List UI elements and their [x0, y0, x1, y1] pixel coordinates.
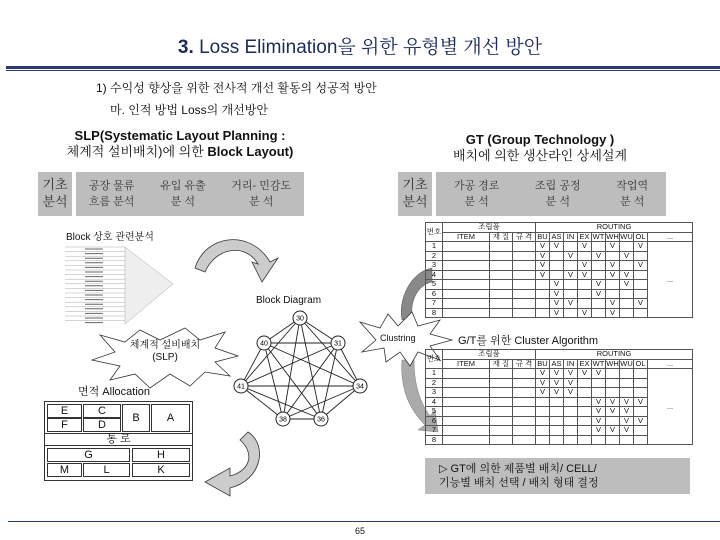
- routing-mark: V: [592, 416, 606, 426]
- col-routing-code: IN: [564, 359, 578, 369]
- routing-mark: [536, 397, 550, 407]
- routing-mark: [536, 299, 550, 309]
- routing-mark: [634, 426, 648, 436]
- routing-mark: [550, 251, 564, 261]
- routing-mark: V: [536, 369, 550, 379]
- routing-mark: [550, 407, 564, 417]
- routing-mark: [606, 280, 620, 290]
- routing-mark: [606, 289, 620, 299]
- routing-mark: [606, 435, 620, 445]
- routing-mark: [550, 416, 564, 426]
- routing-mark: [634, 308, 648, 318]
- routing-mark: [564, 407, 578, 417]
- col-spec: 규 격: [513, 359, 536, 369]
- routing-mark: V: [620, 416, 634, 426]
- routing-mark: [634, 369, 648, 379]
- routing-mark: V: [536, 270, 550, 280]
- routing-mark: [606, 388, 620, 398]
- routing-mark: V: [620, 270, 634, 280]
- aisle: 통 로: [44, 433, 193, 446]
- routing-mark: [578, 378, 592, 388]
- slp-basis-item: 공장 물류 흐름 분석: [88, 180, 135, 208]
- routing-mark: [564, 289, 578, 299]
- cluster-algorithm-label: G/T를 위한 Cluster Algorithm: [458, 335, 599, 347]
- routing-mark: [620, 369, 634, 379]
- clustering-label: Clustring: [380, 333, 416, 343]
- routing-mark: V: [536, 242, 550, 252]
- col-routing-code: WT: [592, 231, 605, 241]
- routing-mark: V: [564, 299, 578, 309]
- routing-mark: V: [550, 280, 564, 290]
- col-more: ...: [648, 359, 693, 369]
- table-row: [426, 242, 693, 252]
- routing-mark: V: [550, 378, 564, 388]
- col-routing: ROUTING: [536, 223, 693, 233]
- col-routing-code: EX: [579, 231, 590, 241]
- routing-mark: V: [578, 242, 592, 252]
- col-routing-code: WU: [620, 231, 633, 241]
- col-more: ...: [648, 232, 693, 242]
- row-no: 8: [426, 435, 443, 445]
- more-cell: ...: [648, 242, 693, 318]
- slp-burst-label: 체계적 설비배치 (SLP): [129, 340, 201, 363]
- arrow-to-allocation: [205, 432, 260, 496]
- routing-table-clustered: [425, 349, 693, 445]
- routing-mark: V: [578, 308, 592, 318]
- routing-mark: [578, 426, 592, 436]
- block-d: D: [83, 418, 121, 432]
- col-routing-code: WH: [606, 231, 619, 241]
- routing-mark: V: [592, 280, 606, 290]
- block-diagram-edge: [300, 318, 360, 386]
- table-row: [426, 369, 693, 379]
- col-material: 재 질: [490, 232, 513, 242]
- block-b: B: [122, 404, 150, 432]
- routing-mark: V: [536, 388, 550, 398]
- routing-mark: [620, 388, 634, 398]
- block-node-label: 38: [279, 416, 287, 424]
- col-routing-code: OL: [635, 231, 646, 241]
- slide-title: 3. Loss Elimination을 위한 유형별 개선 방안: [177, 37, 543, 58]
- col-routing-code: AS: [551, 231, 562, 241]
- col-routing-code: WU: [620, 358, 633, 368]
- routing-mark: [634, 289, 648, 299]
- row-no: 7: [426, 426, 443, 436]
- routing-mark: [606, 369, 620, 379]
- gt-heading: GT (Group Technology ) 배치에 의한 생산라인 상세설계: [452, 132, 628, 163]
- routing-mark: [592, 435, 606, 445]
- row-no: 6: [426, 416, 443, 426]
- gt-basis-item: 가공 경로 분 석: [453, 180, 500, 208]
- block-node-label: 31: [334, 340, 342, 348]
- routing-mark: [550, 261, 564, 271]
- routing-mark: [564, 242, 578, 252]
- row-no: 7: [426, 299, 443, 309]
- routing-mark: [536, 308, 550, 318]
- routing-mark: V: [550, 308, 564, 318]
- routing-mark: [592, 242, 606, 252]
- routing-mark: V: [634, 261, 648, 271]
- routing-mark: [550, 426, 564, 436]
- routing-mark: [620, 435, 634, 445]
- block-m: M: [47, 463, 82, 477]
- row-no: 2: [426, 378, 443, 388]
- block-e: E: [47, 404, 82, 418]
- routing-mark: V: [536, 261, 550, 271]
- slp-basis-item: 거리- 민감도 분 석: [231, 180, 292, 208]
- section-subtitle: 1) 수익성 향상을 위한 전사적 개선 활동의 성공적 방안: [96, 81, 377, 95]
- col-routing-code: BU: [537, 358, 548, 368]
- routing-mark: [606, 378, 620, 388]
- col-routing: ROUTING: [536, 350, 693, 360]
- routing-mark: [536, 289, 550, 299]
- routing-mark: [536, 407, 550, 417]
- col-routing-code: WH: [606, 358, 619, 368]
- routing-mark: V: [606, 242, 620, 252]
- routing-mark: [536, 416, 550, 426]
- row-no: 2: [426, 251, 443, 261]
- routing-mark: V: [606, 397, 620, 407]
- block-c: C: [83, 404, 121, 418]
- routing-mark: V: [620, 426, 634, 436]
- routing-mark: V: [564, 270, 578, 280]
- block-h: H: [132, 448, 190, 462]
- routing-mark: V: [606, 261, 620, 271]
- routing-mark: V: [634, 397, 648, 407]
- routing-mark: [564, 435, 578, 445]
- block-a: A: [151, 404, 190, 432]
- block-node-label: 41: [237, 383, 245, 391]
- col-routing-code: IN: [564, 232, 578, 242]
- block-node-label: 34: [356, 383, 364, 391]
- routing-mark: [578, 416, 592, 426]
- block-node-label: 30: [296, 315, 304, 323]
- col-spec: 규 격: [513, 232, 536, 242]
- block-diagram-edge: [283, 318, 300, 419]
- row-no: 6: [426, 289, 443, 299]
- gt-basis-item: 작업역 분 석: [616, 180, 649, 208]
- routing-mark: V: [550, 388, 564, 398]
- routing-mark: V: [564, 378, 578, 388]
- routing-mark: V: [564, 369, 578, 379]
- routing-mark: V: [620, 407, 634, 417]
- routing-mark: [592, 388, 606, 398]
- routing-mark: [578, 299, 592, 309]
- routing-mark: V: [634, 242, 648, 252]
- block-l: L: [83, 463, 130, 477]
- routing-mark: V: [606, 308, 620, 318]
- col-group: 조립품: [443, 350, 536, 360]
- routing-mark: [620, 308, 634, 318]
- routing-mark: [634, 280, 648, 290]
- area-allocation-grid: [44, 401, 193, 481]
- block-analysis-label: Block 상호 관련분석: [66, 232, 154, 243]
- routing-mark: V: [550, 369, 564, 379]
- routing-mark: [634, 388, 648, 398]
- col-routing-code: AS: [551, 358, 562, 368]
- col-group: 조립품: [443, 223, 536, 233]
- routing-mark: V: [606, 426, 620, 436]
- routing-mark: [620, 299, 634, 309]
- block-node-label: 40: [260, 340, 268, 348]
- routing-mark: [564, 416, 578, 426]
- routing-mark: [578, 397, 592, 407]
- row-no: 4: [426, 397, 443, 407]
- slp-basis-label: 기초 분석: [38, 172, 72, 216]
- routing-mark: [634, 407, 648, 417]
- section-subsubtitle: 마. 인적 방법 Loss의 개선방안: [110, 103, 268, 117]
- routing-mark: [606, 416, 620, 426]
- block-k: K: [132, 463, 190, 477]
- routing-mark: V: [550, 299, 564, 309]
- routing-mark: V: [634, 416, 648, 426]
- block-diagram-label: Block Diagram: [256, 295, 322, 306]
- col-no: 번호: [426, 223, 443, 242]
- routing-mark: V: [606, 407, 620, 417]
- routing-mark: V: [592, 369, 606, 379]
- routing-mark: V: [550, 242, 564, 252]
- row-no: 3: [426, 261, 443, 271]
- more-cell: ...: [648, 369, 693, 445]
- block-node-label: 36: [317, 416, 325, 424]
- routing-mark: [564, 426, 578, 436]
- routing-mark: V: [592, 397, 606, 407]
- routing-mark: [592, 308, 606, 318]
- routing-mark: [578, 251, 592, 261]
- routing-mark: [564, 397, 578, 407]
- routing-mark: [578, 289, 592, 299]
- routing-mark: V: [536, 251, 550, 261]
- routing-mark: [550, 435, 564, 445]
- routing-mark: [564, 280, 578, 290]
- routing-table-before: [425, 222, 693, 318]
- routing-mark: V: [606, 299, 620, 309]
- routing-mark: V: [578, 261, 592, 271]
- arrow-to-block-diagram: [195, 240, 278, 282]
- block-f: F: [47, 418, 82, 432]
- routing-mark: V: [620, 251, 634, 261]
- routing-mark: [536, 280, 550, 290]
- gt-conclusion-box: ▷ GT에 의한 제품별 배치/ CELL/ 기능별 배치 선택 / 배치 형태 결정: [425, 458, 690, 494]
- routing-mark: [550, 397, 564, 407]
- allocation-label: 면적 Allocation: [78, 386, 151, 398]
- page-number: 65: [354, 526, 365, 536]
- routing-mark: V: [536, 378, 550, 388]
- routing-mark: [592, 261, 606, 271]
- routing-mark: V: [592, 426, 606, 436]
- routing-mark: V: [592, 407, 606, 417]
- routing-mark: [592, 270, 606, 280]
- routing-mark: V: [578, 270, 592, 280]
- routing-mark: [606, 251, 620, 261]
- routing-mark: [578, 407, 592, 417]
- slp-heading: SLP(Systematic Layout Planning : 체계적 설비배치)에 의한 Block Layout): [66, 128, 294, 159]
- routing-mark: [620, 242, 634, 252]
- block-g: G: [47, 448, 130, 462]
- routing-mark: [634, 435, 648, 445]
- row-no: 4: [426, 270, 443, 280]
- row-no: 1: [426, 369, 443, 379]
- gt-basis-label: 기초 분석: [398, 172, 432, 216]
- routing-mark: V: [620, 397, 634, 407]
- routing-mark: V: [592, 289, 606, 299]
- gt-basis-item: 조립 공정 분 석: [535, 180, 581, 208]
- routing-mark: [564, 261, 578, 271]
- routing-mark: [592, 378, 606, 388]
- routing-mark: [536, 426, 550, 436]
- row-no: 5: [426, 280, 443, 290]
- footer-divider: [8, 521, 720, 522]
- routing-mark: V: [620, 280, 634, 290]
- routing-mark: [620, 261, 634, 271]
- gt-basis-box: [436, 172, 666, 216]
- routing-mark: [564, 308, 578, 318]
- routing-mark: [634, 251, 648, 261]
- row-no: 1: [426, 242, 443, 252]
- row-no: 8: [426, 308, 443, 318]
- routing-mark: [620, 378, 634, 388]
- routing-mark: V: [578, 369, 592, 379]
- col-item: ITEM: [443, 359, 490, 369]
- slp-basis-item: 유입 유출 분 석: [160, 180, 206, 208]
- col-routing-code: EX: [579, 358, 590, 368]
- routing-mark: V: [634, 299, 648, 309]
- routing-mark: [620, 289, 634, 299]
- routing-mark: V: [564, 388, 578, 398]
- block-diagram-edge: [241, 386, 283, 419]
- col-routing-code: WT: [592, 358, 605, 368]
- routing-mark: [578, 280, 592, 290]
- block-diagram-edge: [264, 343, 283, 419]
- routing-mark: V: [592, 251, 606, 261]
- routing-mark: [578, 435, 592, 445]
- row-no: 3: [426, 388, 443, 398]
- routing-mark: V: [564, 251, 578, 261]
- col-no: 번호: [426, 350, 443, 369]
- row-no: 5: [426, 407, 443, 417]
- routing-mark: [550, 270, 564, 280]
- col-material: 재 질: [490, 359, 513, 369]
- routing-mark: [578, 388, 592, 398]
- routing-mark: [634, 378, 648, 388]
- routing-mark: [634, 270, 648, 280]
- routing-mark: [592, 299, 606, 309]
- routing-mark: [536, 435, 550, 445]
- routing-mark: V: [606, 270, 620, 280]
- routing-mark: V: [550, 289, 564, 299]
- col-routing-code: BU: [537, 231, 548, 241]
- col-item: ITEM: [443, 232, 490, 242]
- col-routing-code: OL: [635, 358, 646, 368]
